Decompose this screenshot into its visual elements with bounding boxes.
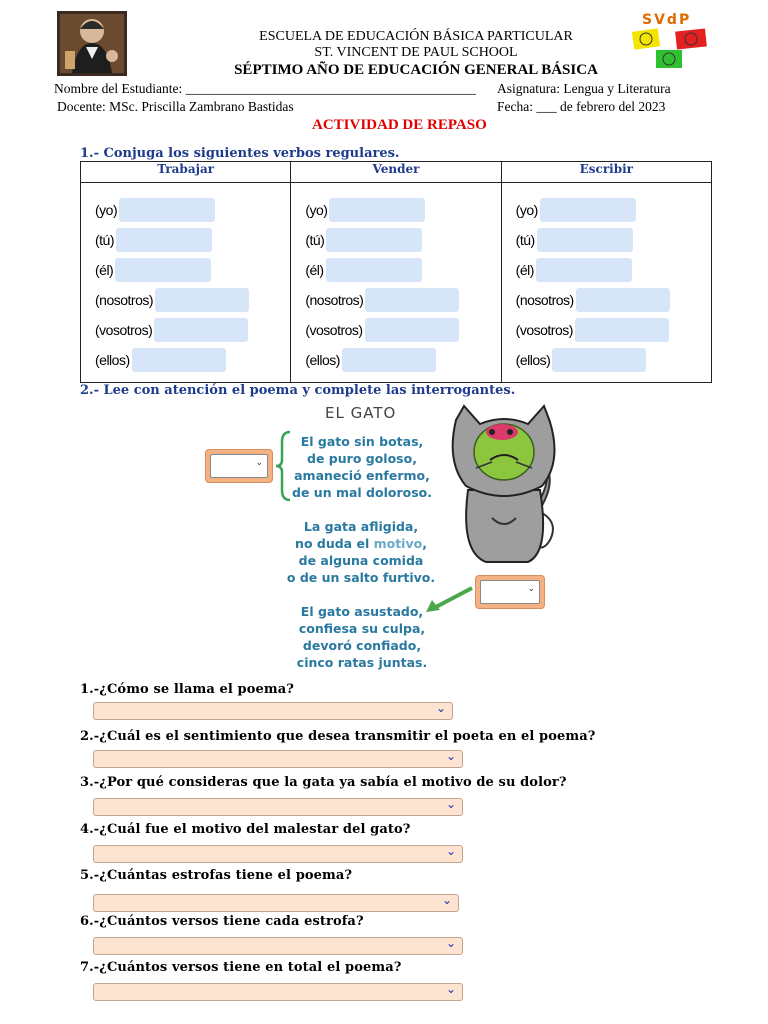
question-1: 1.-¿Cómo se llama el poema? <box>80 682 294 697</box>
pronoun-nosotros: (nosotros) <box>515 292 574 308</box>
pronoun-el: (él) <box>95 262 114 278</box>
verse: de puro goloso, <box>307 451 417 466</box>
pronoun-ellos: (ellos) <box>305 352 340 368</box>
stanza-3 <box>292 603 432 671</box>
answer-field[interactable] <box>552 348 646 372</box>
date-label: Fecha: ___ de febrero del 2023 <box>497 99 666 114</box>
verse: El gato sin botas, <box>300 434 424 449</box>
student-name-label: Nombre del Estudiante: ___________________________________________ <box>54 81 476 96</box>
pronoun-yo: (yo) <box>95 202 118 218</box>
chevron-down-icon: ⌄ <box>255 458 263 468</box>
answer-field[interactable] <box>326 228 422 252</box>
pronoun-tu: (tú) <box>515 232 535 248</box>
question-5: 5.-¿Cuántas estrofas tiene el poema? <box>80 868 353 883</box>
answer-field[interactable] <box>575 318 669 342</box>
verse: La gata afligida, <box>303 519 419 534</box>
chevron-down-icon: ⌄ <box>435 701 446 715</box>
verse: o de un salto furtivo. <box>286 570 436 585</box>
pronoun-yo: (yo) <box>305 202 328 218</box>
pronoun-nosotros: (nosotros) <box>95 292 154 308</box>
verb-column-vender <box>291 183 501 383</box>
answer-field[interactable] <box>540 198 636 222</box>
question-4: 4.-¿Cuál fue el motivo del malestar del gato? <box>80 822 411 837</box>
verb-header-1: Trabajar <box>81 162 291 183</box>
verse-part: , <box>422 536 427 551</box>
verse: cinco ratas juntas. <box>296 655 428 670</box>
stanza-dropdown[interactable] <box>205 449 273 483</box>
answer-field[interactable] <box>326 258 422 282</box>
pronoun-ellos: (ellos) <box>95 352 130 368</box>
verb-column-escribir <box>501 183 711 383</box>
subject-label: Asignatura: Lengua y Literatura <box>497 81 671 96</box>
verse: devoró confiado, <box>302 638 422 653</box>
answer-field[interactable] <box>329 198 425 222</box>
section1-title: 1.- Conjuga los siguientes verbos regulares. <box>80 146 400 161</box>
answer-field[interactable] <box>365 318 459 342</box>
verse-part: no duda el <box>295 536 374 551</box>
answer-dropdown-4[interactable] <box>93 845 463 863</box>
chevron-down-icon: ⌄ <box>445 982 456 996</box>
answer-dropdown-6[interactable] <box>93 937 463 955</box>
verse: El gato asustado, <box>300 604 424 619</box>
pronoun-yo: (yo) <box>515 202 538 218</box>
verb-column-trabajar <box>81 183 291 383</box>
pronoun-nosotros: (nosotros) <box>305 292 364 308</box>
answer-dropdown-2[interactable] <box>93 750 463 768</box>
answer-field[interactable] <box>536 258 632 282</box>
answer-field[interactable] <box>342 348 436 372</box>
answer-field[interactable] <box>119 198 215 222</box>
answer-field[interactable] <box>116 228 212 252</box>
teacher-label: Docente: MSc. Priscilla Zambrano Bastidas <box>57 99 294 114</box>
pronoun-vosotros: (vosotros) <box>305 322 363 338</box>
school-name: ESCUELA DE EDUCACIÓN BÁSICA PARTICULAR <box>259 29 573 44</box>
pronoun-el: (él) <box>515 262 534 278</box>
stanza-1 <box>292 433 432 501</box>
verb-table <box>80 161 712 383</box>
answer-dropdown-7[interactable] <box>93 983 463 1001</box>
verse: amaneció enfermo, <box>294 468 430 483</box>
grade-title: SÉPTIMO AÑO DE EDUCACIÓN GENERAL BÁSICA <box>234 62 598 78</box>
verse: de alguna comida <box>298 553 424 568</box>
verb-header-3: Escribir <box>501 162 711 183</box>
verse <box>286 535 436 552</box>
pronoun-tu: (tú) <box>305 232 325 248</box>
answer-field[interactable] <box>155 288 249 312</box>
answer-dropdown-5[interactable] <box>93 894 459 912</box>
answer-field[interactable] <box>537 228 633 252</box>
chevron-down-icon: ⌄ <box>527 584 535 594</box>
question-7: 7.-¿Cuántos versos tiene en total el poema? <box>80 960 402 975</box>
brace-icon <box>274 430 294 502</box>
answer-field[interactable] <box>132 348 226 372</box>
pronoun-tu: (tú) <box>95 232 114 248</box>
chevron-down-icon: ⌄ <box>445 797 456 811</box>
chevron-down-icon: ⌄ <box>445 749 456 763</box>
chevron-down-icon: ⌄ <box>441 893 452 907</box>
chevron-down-icon: ⌄ <box>445 936 456 950</box>
chevron-down-icon: ⌄ <box>445 844 456 858</box>
pronoun-vosotros: (vosotros) <box>95 322 153 338</box>
answer-field[interactable] <box>154 318 248 342</box>
sick-cat-illustration <box>446 402 562 572</box>
section2-title: 2.- Lee con atención el poema y complete las interrogantes. <box>80 383 516 398</box>
logo-text: SVdP <box>642 12 692 28</box>
verb-header-2: Vender <box>291 162 501 183</box>
pronoun-vosotros: (vosotros) <box>515 322 573 338</box>
question-2: 2.-¿Cuál es el sentimiento que desea transmitir el poeta en el poema? <box>80 729 596 744</box>
activity-title: ACTIVIDAD DE REPASO <box>312 117 487 133</box>
verse: confiesa su culpa, <box>298 621 426 636</box>
pronoun-el: (él) <box>305 262 324 278</box>
answer-dropdown-3[interactable] <box>93 798 463 816</box>
pronoun-ellos: (ellos) <box>515 352 551 368</box>
arrow-icon <box>424 584 476 614</box>
verse-dropdown[interactable] <box>475 575 545 609</box>
answer-field[interactable] <box>576 288 670 312</box>
answer-field[interactable] <box>365 288 459 312</box>
school-subname: ST. VINCENT DE PAUL SCHOOL <box>314 45 518 60</box>
verse: de un mal doloroso. <box>292 485 432 500</box>
question-6: 6.-¿Cuántos versos tiene cada estrofa? <box>80 914 364 929</box>
stanza-2 <box>286 518 436 586</box>
question-3: 3.-¿Por qué consideras que la gata ya sabía el motivo de su dolor? <box>80 775 567 790</box>
answer-dropdown-1[interactable] <box>93 702 453 720</box>
poem-title: EL GATO <box>325 404 397 422</box>
highlighted-word: motivo <box>373 536 423 551</box>
answer-field[interactable] <box>115 258 211 282</box>
